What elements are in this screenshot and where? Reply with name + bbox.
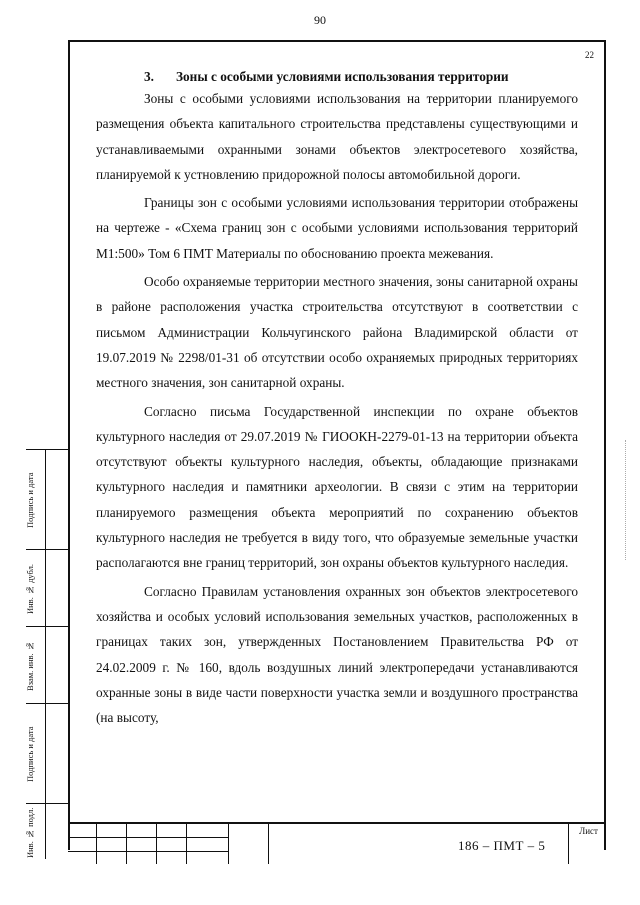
side-label-inv-podl: Инв. № подл. bbox=[25, 807, 35, 858]
stamp-divider bbox=[186, 824, 187, 864]
paragraph-5: Согласно Правилам установления охранных зон объектов электросетевого хозяйства и особых условий использования земельных участков, расположенных в границах таких зон, утвержденных Постановлением Правительства РФ от 24.02.2009 г. № 160, вдоль воздушных линий электропередачи устанавливаются охранные зоны в виде части поверхности участка земли и воздушного пространства (на высоту, bbox=[96, 583, 578, 726]
page-number-top: 90 bbox=[314, 13, 326, 27]
section-number: 3. bbox=[144, 69, 154, 84]
document-code: 186 – ПМТ – 5 bbox=[458, 838, 546, 853]
stamp-row-line bbox=[68, 851, 228, 852]
side-label-inv-dubl: Инв. № дубл. bbox=[25, 563, 35, 615]
stamp-divider bbox=[568, 824, 569, 864]
title-block-stamp bbox=[68, 822, 606, 862]
stamp-list-label: Лист bbox=[579, 826, 598, 836]
side-cell-vzam-inv bbox=[26, 626, 68, 703]
side-cell-signature-2 bbox=[26, 703, 68, 803]
stamp-divider bbox=[126, 824, 127, 864]
side-label-signature-date-2: Подпись и дата bbox=[25, 726, 35, 782]
paragraph-3: Особо охраняемые территории местного значения, зоны санитарной охраны в районе расположения участка строительства отсутствуют в соответствии с письмом Администрации Кольчугинского района Владимирской области от 19.07.2019 № 2298/01-31 об отсутствии особо охраняемых природных территориях местного значения, зон санитарной охраны. bbox=[96, 274, 578, 391]
stamp-row-line bbox=[68, 837, 228, 838]
side-cell-inv-podl bbox=[26, 803, 68, 859]
document-frame bbox=[68, 40, 606, 850]
paragraph-1: Зоны с особыми условиями использования на территории планируемого размещения объекта капитального строительства представлены существующими и устанавливаемыми охранными зонами объектов электросетевого хозяйства, планируемой к устновлению придорожной полосы автомобильной дороги. bbox=[96, 91, 578, 182]
side-label-signature-date-1: Подпись и дата bbox=[25, 472, 35, 528]
section-title: Зоны с особыми условиями использования территории bbox=[176, 69, 509, 84]
side-cell-signature-1 bbox=[26, 449, 68, 549]
paragraph-2: Границы зон с особыми условиями использования территории отображены на чертеже - «Схема границ зон с особыми условиями использования территорий М1:500» Том 6 ПМТ Материалы по обоснованию проекта межевания. bbox=[96, 195, 578, 261]
stamp-divider bbox=[96, 824, 97, 864]
paragraph-4: Согласно письма Государственной инспекции по охране объектов культурного наследия от 29.07.2019 № ГИООКН-2279-01-13 на территории объекта отсутствуют объекты культурного наследия, объекты, обладающие признаками культурного наследия и памятники археологии. В связи с этим на территории планируемого размещения объекта мероприятий по сохранению объектов культурного наследия не требуется в виду того, что образуемые земельные участки располагаются вне границ территорий, зон охраны объектов культурного наследия. bbox=[96, 403, 578, 571]
side-stamp-strip bbox=[26, 449, 68, 859]
side-cell-inv-dubl bbox=[26, 549, 68, 626]
document-body bbox=[96, 67, 578, 730]
side-label-vzam-inv: Взам. инв. № bbox=[25, 641, 35, 691]
scan-artifact-line bbox=[625, 440, 628, 560]
section-heading bbox=[144, 67, 578, 86]
stamp-divider bbox=[156, 824, 157, 864]
stamp-divider bbox=[268, 824, 269, 864]
stamp-divider bbox=[228, 824, 229, 864]
sheet-number: 22 bbox=[585, 50, 594, 60]
